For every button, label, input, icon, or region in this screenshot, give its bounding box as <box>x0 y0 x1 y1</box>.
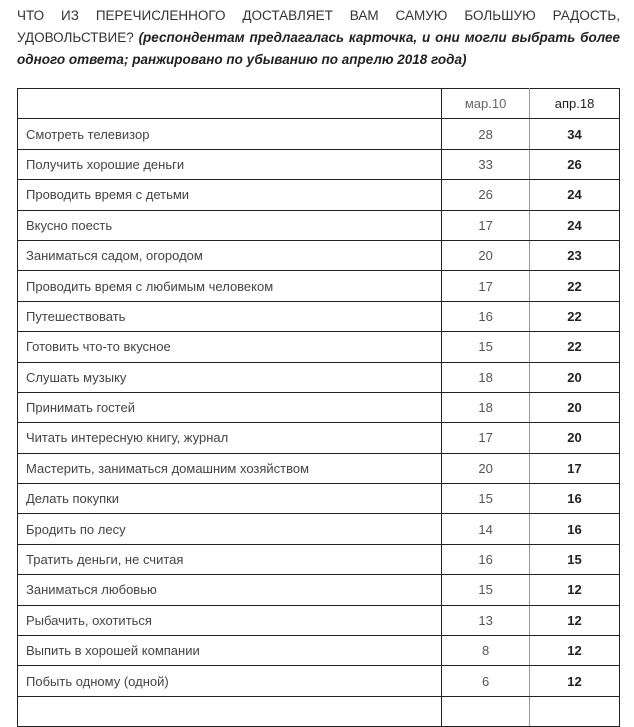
row-label: Принимать гостей <box>18 392 442 422</box>
value-apr18: 26 <box>530 149 620 179</box>
table-row <box>18 332 620 362</box>
value-apr18: 24 <box>530 210 620 240</box>
value-mar10: 8 <box>442 636 530 666</box>
row-label: Смотреть телевизор <box>18 119 442 149</box>
row-label: Путешествовать <box>18 301 442 331</box>
value-apr18: 15 <box>530 544 620 574</box>
value-apr18: 20 <box>530 423 620 453</box>
header-mar10: мар.10 <box>442 89 530 119</box>
question-text: ЧТО ИЗ ПЕРЕЧИСЛЕННОГО ДОСТАВЛЯЕТ ВАМ САМУЮ БОЛЬШУЮ РАДОСТЬ, УДОВОЛЬСТВИЕ? <box>17 8 620 45</box>
value-apr18: 22 <box>530 332 620 362</box>
table-row-partial <box>18 696 620 726</box>
row-label: Выпить в хорошей компании <box>18 636 442 666</box>
row-label: Делать покупки <box>18 484 442 514</box>
value-mar10: 15 <box>442 332 530 362</box>
table-row <box>18 362 620 392</box>
value-apr18: 20 <box>530 392 620 422</box>
value-apr18: 12 <box>530 605 620 635</box>
value-mar10: 28 <box>442 119 530 149</box>
table-row <box>18 484 620 514</box>
survey-results-table <box>17 88 620 727</box>
table-header-row <box>18 89 620 119</box>
value-apr18: 20 <box>530 362 620 392</box>
value-mar10: 20 <box>442 240 530 270</box>
row-label: Побыть одному (одной) <box>18 666 442 696</box>
row-label: Заниматься любовью <box>18 575 442 605</box>
row-label: Готовить что-то вкусное <box>18 332 442 362</box>
value-apr18: 24 <box>530 180 620 210</box>
row-label: Получить хорошие деньги <box>18 149 442 179</box>
value-apr18: 22 <box>530 271 620 301</box>
empty-cell <box>18 696 442 726</box>
table-row <box>18 544 620 574</box>
header-label <box>18 89 442 119</box>
table-row <box>18 605 620 635</box>
value-apr18: 22 <box>530 301 620 331</box>
table-row <box>18 271 620 301</box>
value-mar10: 15 <box>442 484 530 514</box>
value-mar10: 16 <box>442 544 530 574</box>
row-label: Слушать музыку <box>18 362 442 392</box>
question-note: (респондентам предлагалась карточка, и они могли выбрать более одного ответа; ранжировано по убыванию по апрелю 2018 года) <box>17 30 620 67</box>
value-mar10: 14 <box>442 514 530 544</box>
value-mar10: 17 <box>442 271 530 301</box>
value-apr18: 23 <box>530 240 620 270</box>
value-apr18: 16 <box>530 514 620 544</box>
value-apr18: 34 <box>530 119 620 149</box>
table-row <box>18 666 620 696</box>
table-row <box>18 180 620 210</box>
value-apr18: 17 <box>530 453 620 483</box>
value-mar10: 33 <box>442 149 530 179</box>
row-label: Бродить по лесу <box>18 514 442 544</box>
row-label: Тратить деньги, не считая <box>18 544 442 574</box>
survey-question <box>17 5 620 71</box>
value-mar10: 17 <box>442 423 530 453</box>
table-row <box>18 119 620 149</box>
table-row <box>18 149 620 179</box>
empty-cell <box>530 696 620 726</box>
row-label: Проводить время с детьми <box>18 180 442 210</box>
value-mar10: 17 <box>442 210 530 240</box>
value-mar10: 20 <box>442 453 530 483</box>
row-label: Рыбачить, охотиться <box>18 605 442 635</box>
row-label: Вкусно поесть <box>18 210 442 240</box>
value-mar10: 18 <box>442 362 530 392</box>
row-label: Читать интересную книгу, журнал <box>18 423 442 453</box>
table-body <box>18 119 620 727</box>
table-row <box>18 392 620 422</box>
value-mar10: 18 <box>442 392 530 422</box>
value-mar10: 13 <box>442 605 530 635</box>
value-apr18: 12 <box>530 575 620 605</box>
value-mar10: 6 <box>442 666 530 696</box>
row-label: Проводить время с любимым человеком <box>18 271 442 301</box>
header-apr18: апр.18 <box>530 89 620 119</box>
value-mar10: 15 <box>442 575 530 605</box>
table-row <box>18 514 620 544</box>
value-mar10: 26 <box>442 180 530 210</box>
value-apr18: 12 <box>530 666 620 696</box>
table-row <box>18 575 620 605</box>
value-mar10: 16 <box>442 301 530 331</box>
row-label: Мастерить, заниматься домашним хозяйством <box>18 453 442 483</box>
table-row <box>18 240 620 270</box>
value-apr18: 16 <box>530 484 620 514</box>
table-row <box>18 423 620 453</box>
value-apr18: 12 <box>530 636 620 666</box>
table-row <box>18 453 620 483</box>
table-row <box>18 636 620 666</box>
table-row <box>18 210 620 240</box>
empty-cell <box>442 696 530 726</box>
row-label: Заниматься садом, огородом <box>18 240 442 270</box>
table-row <box>18 301 620 331</box>
